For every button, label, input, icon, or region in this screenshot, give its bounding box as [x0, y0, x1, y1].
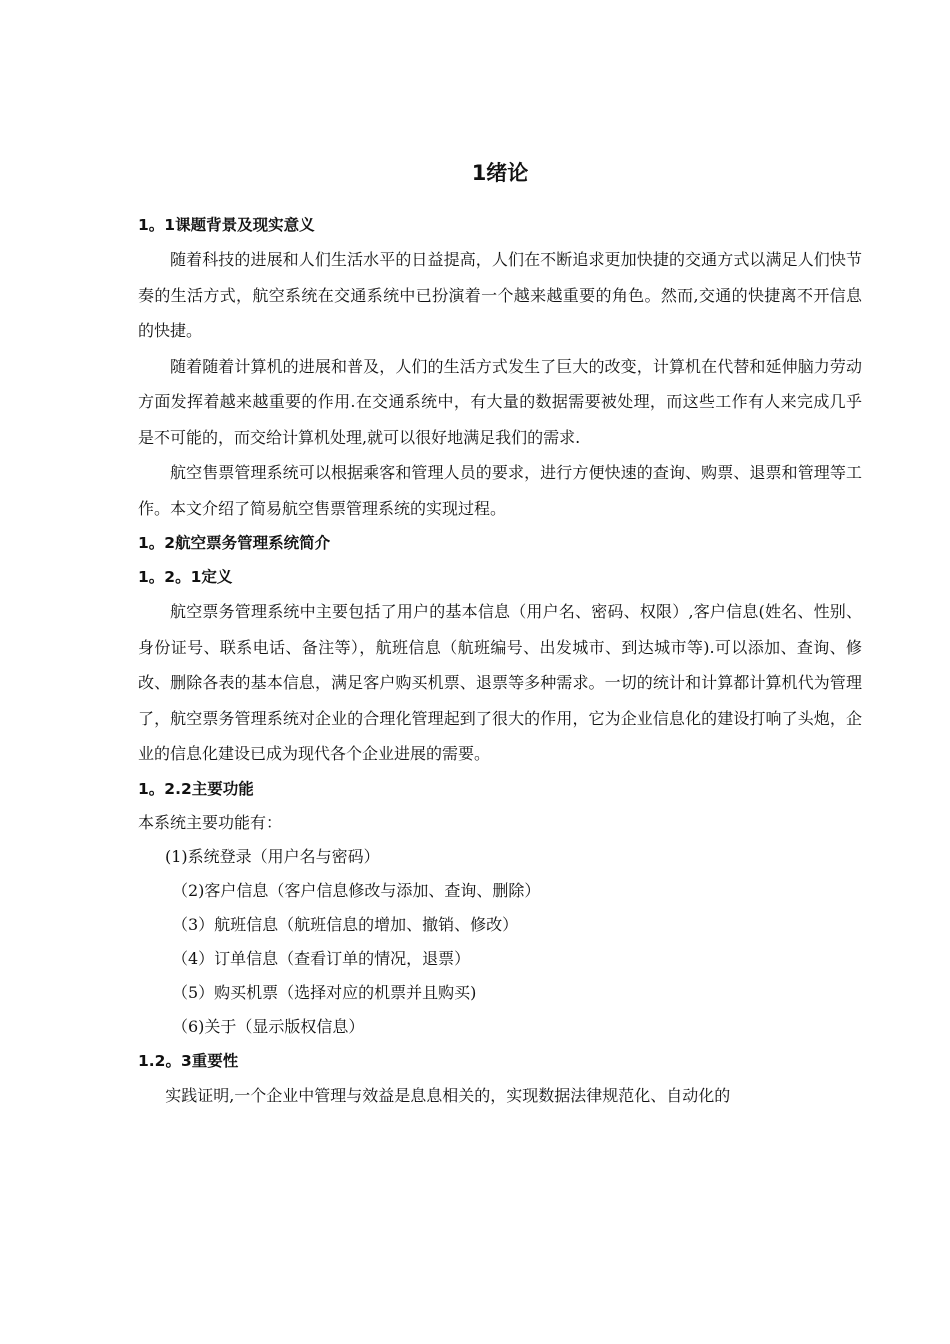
paragraph: 实践证明,一个企业中管理与效益是息息相关的，实现数据法律规范化、自动化的 — [165, 1085, 731, 1105]
subsection-heading-1-2-2: 1。2.2主要功能 — [138, 779, 254, 798]
function-list — [138, 840, 862, 1044]
document-body — [138, 208, 862, 1113]
subsection-heading-1-2-3: 1.2。3重要性 — [138, 1051, 239, 1070]
section-heading-1-2: 1。2航空票务管理系统简介 — [138, 534, 331, 552]
paragraph: 航空售票管理系统可以根据乘客和管理人员的要求，进行方便快速的查询、购票、退票和管理等工作。本文介绍了简易航空售票管理系统的实现过程。 — [138, 463, 862, 518]
list-item: （5）购买机票（选择对应的机票并且购买) — [172, 982, 477, 1002]
list-item: （6)关于（显示版权信息） — [172, 1016, 365, 1036]
paragraph: 随着随着计算机的进展和普及，人们的生活方式发生了巨大的改变，计算机在代替和延伸脑力劳动方面发挥着越来越重要的作用.在交通系统中，有大量的数据需要被处理，而这些工作有人来完成几乎是不可能的，而交给计算机处理,就可以很好地满足我们的需求. — [138, 356, 862, 447]
section-heading-1-1: 1。1课题背景及现实意义 — [138, 216, 315, 234]
paragraph: 随着科技的进展和人们生活水平的日益提高，人们在不断追求更加快捷的交通方式以满足人们快节奏的生活方式，航空系统在交通系统中已扮演着一个越来越重要的角色。然而,交通的快捷离不开信息的快捷。 — [138, 250, 862, 340]
paragraph: 航空票务管理系统中主要包括了用户的基本信息（用户名、密码、权限）,客户信息(姓名、性别、身份证号、联系电话、备注等），航班信息（航班编号、出发城市、到达城市等).可以添加、查询、修改、删除各表的基本信息，满足客户购买机票、退票等多种需求。一切的统计和计算都计算机代为管理了，航空票务管理系统对企业的合理化管理起到了很大的作用，它为企业信息化的建设打响了头炮，企业的信息化建设已成为现代各个企业进展的需要。 — [138, 602, 862, 763]
list-item: （2)客户信息（客户信息修改与添加、查询、删除） — [172, 880, 541, 900]
function-intro: 本系统主要功能有： — [138, 812, 283, 832]
list-item: （3）航班信息（航班信息的增加、撤销、修改） — [172, 914, 519, 934]
chapter-title: 1绪论 — [471, 161, 529, 185]
subsection-heading-1-2-1: 1。2。1定义 — [138, 568, 233, 586]
list-item: （4）订单信息（查看订单的情况，退票） — [172, 948, 471, 968]
list-item: (1)系统登录（用户名与密码） — [165, 846, 380, 866]
